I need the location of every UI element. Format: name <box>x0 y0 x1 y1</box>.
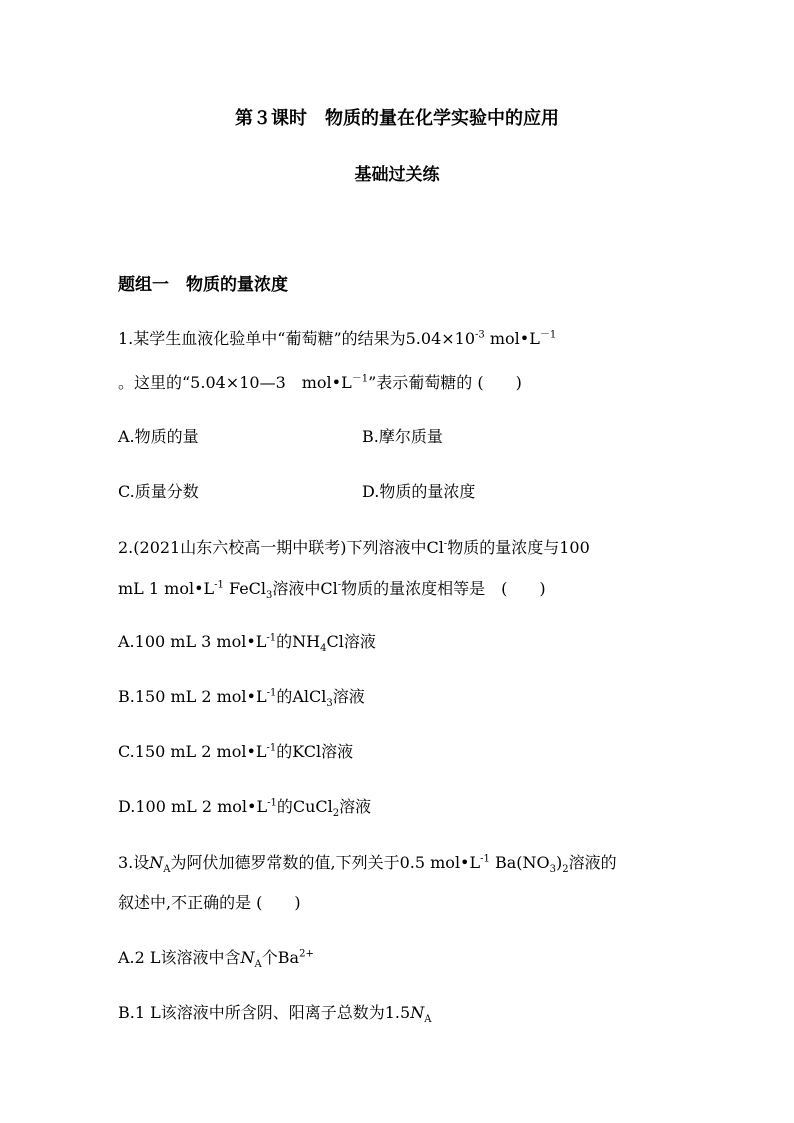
question-1-option-d: D.物质的量浓度 <box>362 482 476 501</box>
question-2-line-1: 2.(2021山东六校高一期中联考)下列溶液中Cl-物质的量浓度与100 <box>118 538 590 557</box>
question-3-option-a: A.2 L该溶液中含$N_A$个$Ba^{2+}$ <box>118 948 314 971</box>
question-1-option-a: A.物质的量 <box>118 427 199 446</box>
question-3-option-b: B.1 L该溶液中所含阴、阳离子总数为$1.5N_A$ <box>118 1003 432 1026</box>
question-2-option-a: A.100 mL 3 $mol•L^{-1}$的$NH_4Cl$溶液 <box>118 632 376 655</box>
question-2-option-b: B.150 mL 2 $mol•L^{-1}$的AlCl$_3$溶液 <box>118 687 365 710</box>
question-1-option-c: C.质量分数 <box>118 482 199 501</box>
question-2-line-2: mL 1 $mol•L^{-1}$ FeCl$_3$溶液中Cl-物质的量浓度相等是 ( ) <box>118 579 546 602</box>
question-2-option-c: C.150 mL 2 $mol•L^{-1}$的KCl溶液 <box>118 742 354 761</box>
section-heading: 题组一 物质的量浓度 <box>118 275 288 295</box>
question-3-line-1: 3.设$N_A$为阿伏加德罗常数的值,下列关于0.5 $mol•L^{-1}$ $Ba(NO_3)_2$溶液的 <box>118 853 617 876</box>
question-1-line-2: 。这里的“5.04×10—3 $mol•L^{-1}$”表示葡萄糖的 ( ) <box>118 373 522 392</box>
question-1-option-b: B.摩尔质量 <box>362 427 443 446</box>
question-3-line-2: 叙述中,不正确的是 ( ) <box>118 893 301 912</box>
question-1-line-1: 1.某学生血液化验单中“葡萄糖”的结果为$5.04\times 10^{-3}$ $mol•L^{-1}$ <box>118 329 557 348</box>
lesson-subtitle: 基础过关练 <box>354 165 440 185</box>
question-2-option-d: D.100 mL 2 $mol•L^{-1}$的CuCl$_2$溶液 <box>118 797 372 820</box>
lesson-title: 第３课时 物质的量在化学实验中的应用 <box>235 108 559 129</box>
